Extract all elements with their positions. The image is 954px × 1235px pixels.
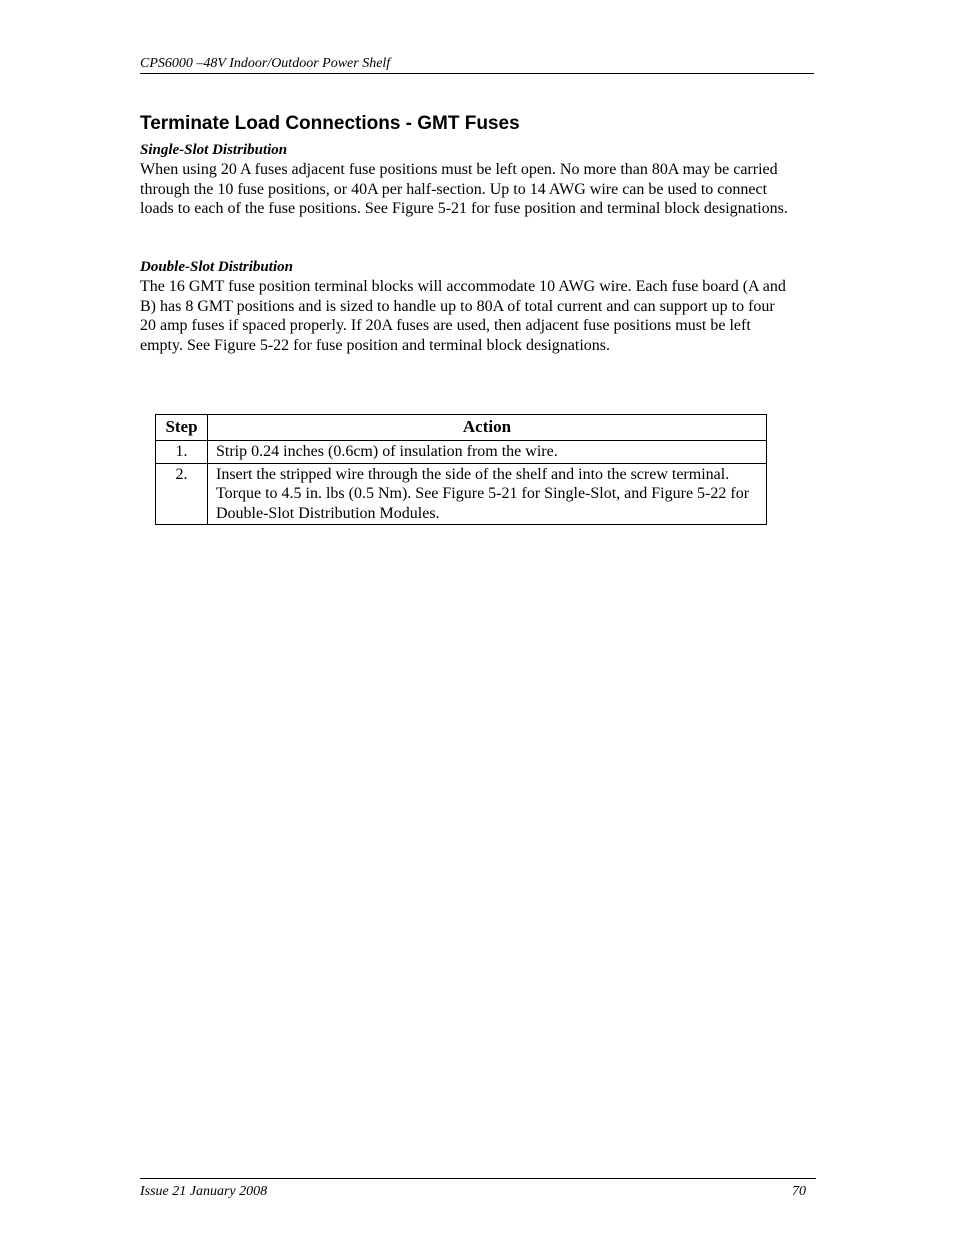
page-number: 70 [792,1184,806,1199]
steps-table [155,414,767,525]
single-slot-paragraph: When using 20 A fuses adjacent fuse positions must be left open. No more than 80A may be carried through the 10 fuse positions, or 40A per half-section. Up to 14 AWG wire can be used to connect loads to each of the fuse positions. See Figure 5-21 for fuse position and terminal block designations. [140,161,788,218]
page-footer [140,1178,816,1200]
action-column-header: Action [208,415,767,441]
running-header [140,56,814,74]
single-slot-section [140,141,790,219]
section-title: Terminate Load Connections - GMT Fuses [140,113,520,134]
step-action: Strip 0.24 inches (0.6cm) of insulation from the wire. [208,441,767,464]
double-slot-paragraph: The 16 GMT fuse position terminal blocks will accommodate 10 AWG wire. Each fuse board (A and B) has 8 GMT positions and is sized to handle up to 80A of total current and can support up to four 20 amp fuses if spaced properly. If 20A fuses are used, then adjacent fuse positions must be left empty. See Figure 5-22 for fuse position and terminal block designations. [140,278,786,355]
step-column-header: Step [156,415,208,441]
table-row [156,463,767,525]
step-number: 2. [156,463,208,525]
table-header-row [156,415,767,441]
double-slot-subhead: Double-Slot Distribution [140,259,293,275]
step-number: 1. [156,441,208,464]
single-slot-subhead: Single-Slot Distribution [140,142,288,158]
step-action: Insert the stripped wire through the side of the shelf and into the screw terminal. Torque to 4.5 in. lbs (0.5 Nm). See Figure 5-21 for Single-Slot, and Figure 5-22 for Double-Slot Distribution Modules. [208,463,767,525]
table-row [156,441,767,464]
footer-issue: Issue 21 January 2008 [140,1184,268,1199]
running-title: CPS6000 –48V Indoor/Outdoor Power Shelf [140,56,391,71]
double-slot-section [140,258,790,356]
